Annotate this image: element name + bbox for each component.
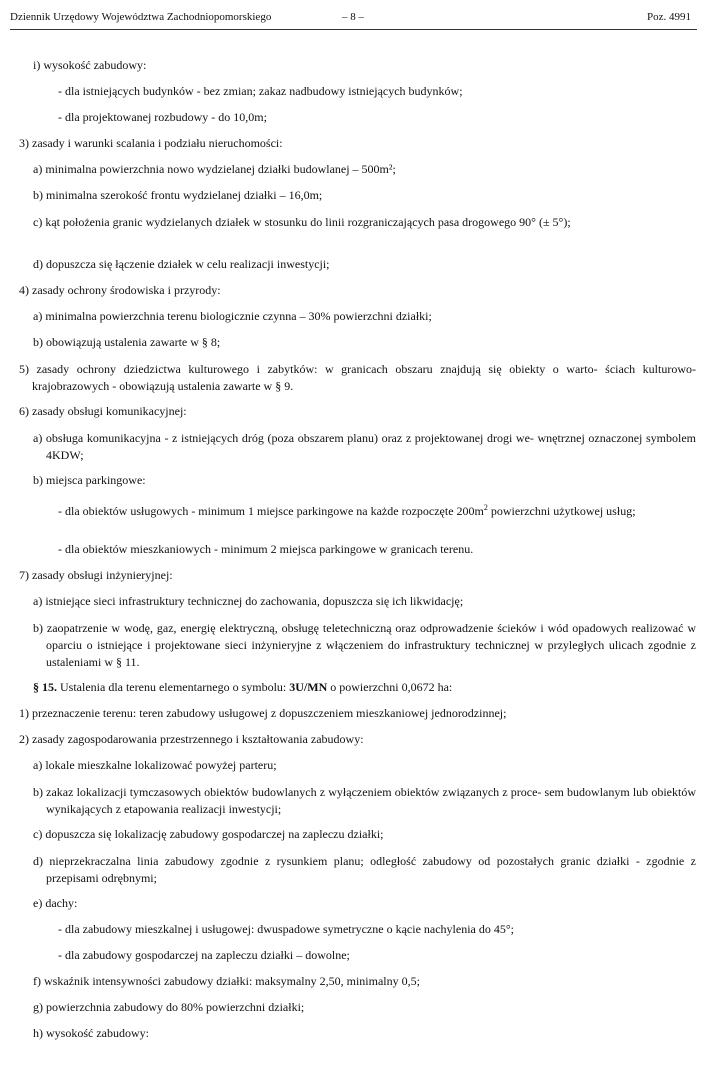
list-item — [58, 499, 696, 520]
list-item: a) minimalna powierzchnia terenu biologicznie czynna – 30% powierzchni działki; — [33, 309, 432, 323]
superscript: 2 — [483, 503, 488, 512]
list-item: d) nieprzekraczalna linia zabudowy zgodnie z rysunkiem planu; odległość zabudowy od pozostałych granic działki - zgodnie z przepisami odrębnymi; — [33, 854, 696, 885]
section-3-heading: 3) zasady i warunki scalania i podziału nieruchomości: — [19, 136, 283, 150]
section-4-heading: 4) zasady ochrony środowiska i przyrody: — [19, 283, 221, 297]
list-item: c) dopuszcza się lokalizację zabudowy gospodarczej na zapleczu działki; — [33, 827, 384, 841]
list-item: - dla zabudowy gospodarczej na zapleczu działki – dowolne; — [58, 948, 350, 962]
list-item: h) wysokość zabudowy: — [33, 1026, 149, 1040]
paragraph-i-height: i) wysokość zabudowy: — [33, 58, 147, 72]
list-item: b) minimalna szerokość frontu wydzielanej działki – 16,0m; — [33, 188, 323, 202]
list-item: f) wskaźnik intensywności zabudowy działki: maksymalny 2,50, minimalny 0,5; — [33, 974, 420, 988]
list-item: c) kąt położenia granic wydzielanych działek w stosunku do linii rozgraniczających pasa drogowego 90° (± 5°); — [33, 215, 571, 229]
list-item: b) zakaz lokalizacji tymczasowych obiektów budowlanych z wyłączeniem obiektów związanych z proce- sem budowlanym lub obiektów wynikających z etapowania realizacji inwestycji; — [33, 785, 696, 816]
section-5-paragraph: 5) zasady ochrony dziedzictwa kulturowego i zabytków: w granicach obszaru znajdują się obiekty o warto- ściach kulturowo-krajobrazowych - obowiązują ustalenia zawarte w § 9. — [19, 362, 696, 393]
section-2-heading: 2) zasady zagospodarowania przestrzennego i kształtowania zabudowy: — [19, 732, 364, 746]
journal-title: Dziennik Urzędowy Województwa Zachodniopomorskiego — [10, 11, 272, 23]
list-item: a) istniejące sieci infrastruktury technicznej do zachowania, dopuszcza się ich likwidację; — [33, 594, 464, 608]
section-1-heading: 1) przeznaczenie terenu: teren zabudowy usługowej z dopuszczeniem mieszkaniowej jednorodzinnej; — [19, 706, 507, 720]
position-number: Poz. 4991 — [647, 11, 691, 23]
paragraph-15-heading — [33, 680, 452, 695]
section-7-heading: 7) zasady obsługi inżynieryjnej: — [19, 568, 173, 582]
area-symbol: 3U/MN — [289, 680, 328, 694]
list-item: a) lokale mieszkalne lokalizować powyżej parteru; — [33, 758, 277, 772]
page-number: – 8 – — [342, 11, 364, 23]
paragraph-text-end: o powierzchni 0,0672 ha: — [327, 680, 453, 694]
list-item: - dla obiektów mieszkaniowych - minimum 2 miejsca parkingowe w granicach terenu. — [58, 542, 474, 556]
list-item: b) miejsca parkingowe: — [33, 473, 146, 487]
list-item: - dla istniejących budynków - bez zmian; zakaz nadbudowy istniejących budynków; — [58, 84, 463, 98]
paragraph-text: Ustalenia dla terenu elementarnego o symbolu: — [57, 680, 290, 694]
list-item: a) obsługa komunikacyjna - z istniejących dróg (poza obszarem planu) oraz z projektowanej drogi we- wnętrznej oznaczonej symbolem 4KDW; — [33, 431, 696, 462]
paragraph-number: § 15. — [33, 680, 57, 694]
page-header — [10, 9, 697, 30]
list-item: e) dachy: — [33, 896, 78, 910]
section-6-heading: 6) zasady obsługi komunikacyjnej: — [19, 404, 187, 418]
parking-services-text-end: powierzchni użytkowej usług; — [487, 504, 636, 518]
list-item: - dla zabudowy mieszkalnej i usługowej: dwuspadowe symetryczne o kącie nachylenia do 45°; — [58, 922, 514, 936]
list-item: d) dopuszcza się łączenie działek w celu realizacji inwestycji; — [33, 257, 330, 271]
list-item: b) zaopatrzenie w wodę, gaz, energię elektryczną, obsługę teletechniczną oraz odprowadzenie ścieków i wód opadowych realizować w oparciu o istniejące i projektowane sieci inżynieryjne z włączeniem do infrastruktury technicznej w przyległych ulicach zgodnie z ustaleniami w § 11. — [33, 621, 696, 669]
list-item: g) powierzchnia zabudowy do 80% powierzchni działki; — [33, 1000, 305, 1014]
list-item: a) minimalna powierzchnia nowo wydzielanej działki budowlanej – 500m²; — [33, 162, 396, 176]
list-item: - dla projektowanej rozbudowy - do 10,0m; — [58, 110, 267, 124]
parking-services-text: - dla obiektów usługowych - minimum 1 miejsce parkingowe na każde rozpoczęte 200m — [58, 504, 484, 518]
list-item: b) obowiązują ustalenia zawarte w § 8; — [33, 335, 221, 349]
